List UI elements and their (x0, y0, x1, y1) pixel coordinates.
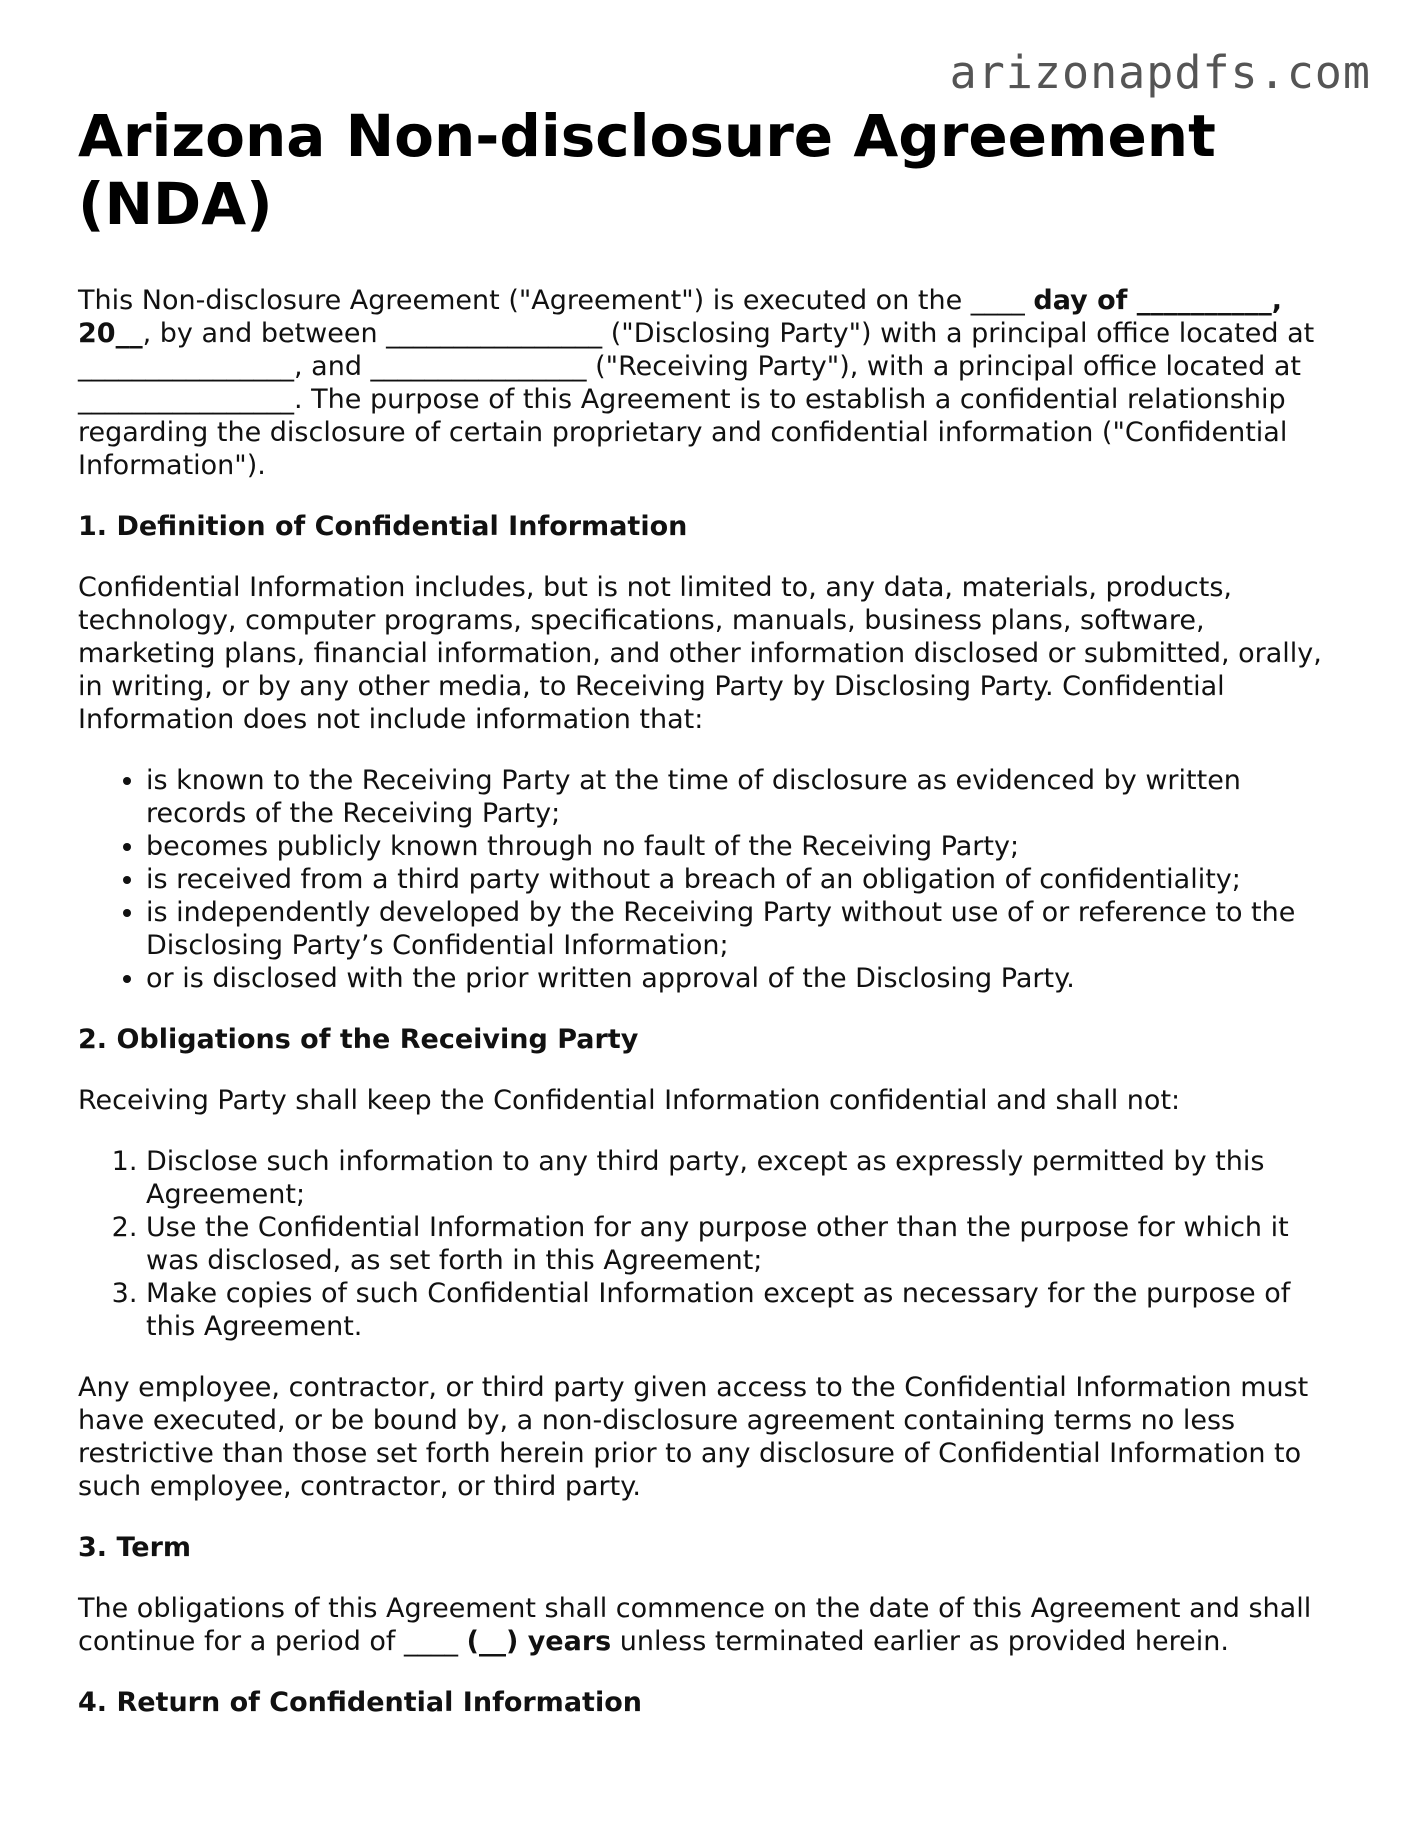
list-item: 3. Make copies of such Confidential Information except as necessary for the purpose of this Agreement. (146, 1277, 1340, 1343)
list-item: • is received from a third party without a breach of an obligation of confidentiality; (146, 863, 1340, 896)
section-3-heading: 3. Term (78, 1532, 192, 1563)
list-item: 1. Disclose such information to any third party, except as expressly permitted by this Agreement; (146, 1145, 1340, 1211)
list-item: • is known to the Receiving Party at the time of disclosure as evidenced by written records of the Receiving Party; (146, 764, 1340, 830)
list-item: • is independently developed by the Receiving Party without use of or reference to the Disclosing Party’s Confidential Information; (146, 896, 1340, 962)
obligations-list (78, 1145, 1340, 1343)
list-item: 2. Use the Confidential Information for any purpose other than the purpose for which it was disclosed, as set forth in this Agreement; (146, 1211, 1340, 1277)
term-text-2: unless terminated earlier as provided herein. (611, 1626, 1229, 1657)
intro-date-blank: day of __________, 20__ (78, 285, 1283, 349)
intro-text-2: , by and between ________________ ("Disclosing Party") with a principal office located at ________________, and ________________ ("Receiving Party"), with a principal office located at ________________. The purpose of this Agreement is to establish a confidential relationship regarding the disclosure of certain proprietary and confidential information ("Confidential Information"). (78, 318, 1315, 481)
intro-text-1: This Non-disclosure Agreement ("Agreement") is executed on the ____ (78, 285, 1034, 316)
section-1-heading: 1. Definition of Confidential Information (78, 511, 688, 542)
section-1-body: Confidential Information includes, but is not limited to, any data, materials, products, technology, computer programs, specifications, manuals, business plans, software, marketing plans, financial information, and other information disclosed or submitted, orally, in writing, or by any other media, to Receiving Party by Disclosing Party. Confidential Information does not include information that: (78, 572, 1322, 735)
list-item: • becomes publicly known through no fault of the Receiving Party; (146, 830, 1340, 863)
section-3-body (78, 1592, 1340, 1658)
exclusions-list (78, 764, 1340, 995)
watermark: arizonapdfs.com (949, 46, 1371, 99)
list-item: • or is disclosed with the prior written approval of the Disclosing Party. (146, 962, 1340, 995)
section-2-body: Receiving Party shall keep the Confidential Information confidential and shall not: (78, 1085, 1181, 1116)
section-4-heading: 4. Return of Confidential Information (78, 1687, 642, 1718)
section-2-closing: Any employee, contractor, or third party given access to the Confidential Information must have executed, or be bound by, a non-disclosure agreement containing terms no less restrictive than those set forth herein prior to any disclosure of Confidential Information to such employee, contractor, or third party. (78, 1372, 1309, 1502)
term-text-1: The obligations of this Agreement shall commence on the date of this Agreement and shall continue for a period of ____ (78, 1593, 1312, 1657)
intro-paragraph (78, 284, 1340, 482)
term-years-blank: (__) years (466, 1626, 612, 1657)
section-2-heading: 2. Obligations of the Receiving Party (78, 1024, 639, 1055)
document-page (78, 102, 1340, 1719)
document-title: Arizona Non-disclosure Agreement (NDA) (78, 102, 1216, 238)
